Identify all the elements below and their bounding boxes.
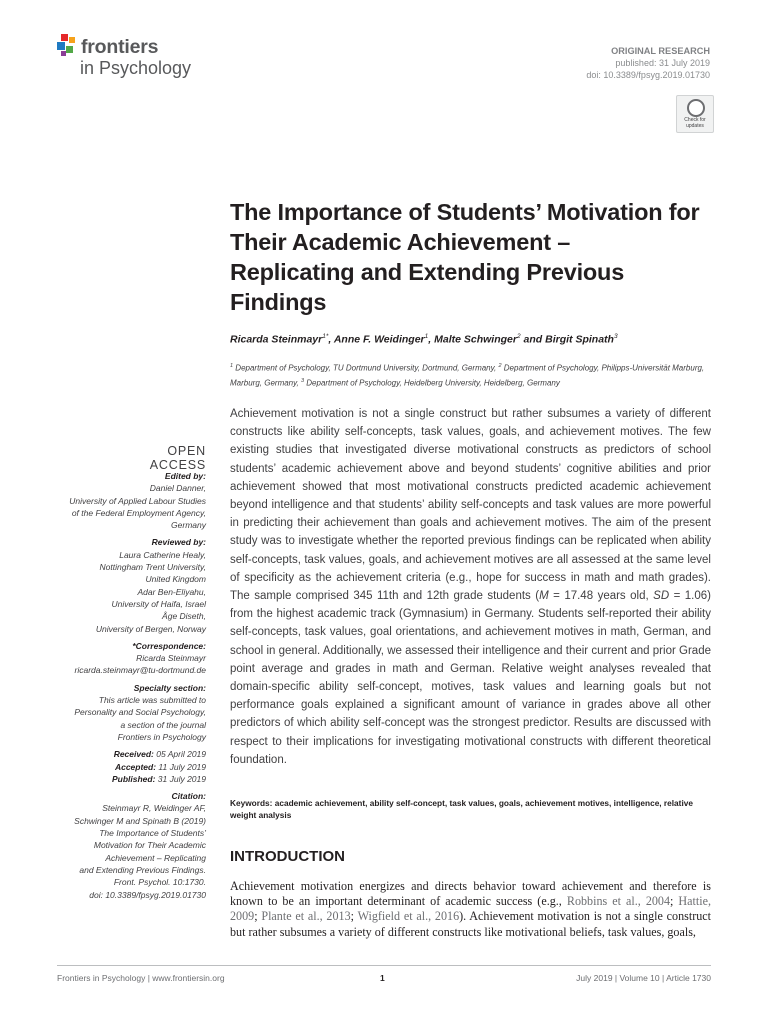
specialty-line: This article was submitted to <box>98 695 206 706</box>
article-sidebar <box>40 470 206 906</box>
reviewer-line: Nottingham Trent University, <box>99 562 206 573</box>
doi-link[interactable]: doi: 10.3389/fpsyg.2019.01730 <box>586 70 710 80</box>
date-label: Published: <box>111 773 156 784</box>
affiliation-text: Department of Psychology, TU Dortmund University, Dortmund, Germany, <box>233 363 499 373</box>
open-access-label: OPEN ACCESS <box>149 444 206 472</box>
abstract-text: = 17.48 years old, <box>548 590 654 603</box>
bookmark-icon <box>687 99 705 117</box>
body-text: ; <box>670 894 679 909</box>
author-affiliation-marker: 1 <box>424 333 429 340</box>
reviewer-line: United Kingdom <box>145 574 206 585</box>
body-text: Achievement motivation energizes and directs behavior toward achievement and therefore is known to be an important determinant of academic success (e.g., <box>230 879 711 909</box>
date-value: 05 April 2019 <box>153 749 206 760</box>
author-affiliation-marker: 3 <box>613 333 618 340</box>
edited-by-heading: Edited by: <box>164 471 206 481</box>
journal-logo <box>57 34 217 82</box>
logo-square-green <box>66 46 73 53</box>
citation-heading: Citation: <box>171 791 206 802</box>
editor-line: of the Federal Employment Agency, <box>71 507 206 518</box>
correspondence-name: Ricarda Steinmayr <box>136 653 206 664</box>
logo-square-purple <box>61 51 66 56</box>
edited-by-section <box>40 470 206 531</box>
abstract-text: = 1.06) from the highest academic track (Gymnasium) in Germany. Students self-reported their ability self-concepts, task values, goal orientations, and achievement motives in math, German, and school in general. Additionally, we assessed their intelligence and their current and prior Grade point average and grades in math and German. Relative weight analyses revealed that domain-specific ability self-concept, motives, task values and learning goals but not performance goals explained a significant amount of variance in grades above all other predictors of which ability self-concept was the strongest predictor. Results are discussed with respect to their implications for investigating motivational constructs with different theoretical foundation. <box>230 590 711 766</box>
page-number: 1 <box>380 973 385 983</box>
logo-square-blue <box>57 42 65 50</box>
reviewer-line: Adar Ben-Eliyahu, <box>137 586 206 597</box>
date-label: Received: <box>113 749 154 760</box>
citation-line: doi: 10.3389/fpsyg.2019.01730 <box>89 889 206 900</box>
affiliation-text: Department of Psychology, Philipps-Universität Marburg, Marburg, Germany, <box>230 363 705 388</box>
author-name[interactable]: Ricarda Steinmayr <box>230 333 323 346</box>
citation-link[interactable]: Wigfield et al., 2016 <box>357 909 460 924</box>
author-separator: , <box>428 333 435 346</box>
dates-section <box>40 748 206 785</box>
author-separator: , <box>328 333 334 346</box>
author-affiliation-marker: 2 <box>516 333 521 340</box>
frontiers-logo-icon <box>57 34 81 58</box>
specialty-section <box>40 682 206 743</box>
logo-square-orange <box>69 37 75 43</box>
reviewed-by-section <box>40 536 206 634</box>
introduction-paragraph <box>230 879 711 940</box>
citation-line: Motivation for Their Academic <box>93 840 206 851</box>
body-text: ; <box>350 909 358 924</box>
citation-line: Front. Psychol. 10:1730. <box>113 877 206 888</box>
check-updates-label: Check for updates <box>684 117 706 129</box>
footer-issue-info: July 2019 | Volume 10 | Article 1730 <box>576 973 711 983</box>
affiliations <box>230 360 710 389</box>
reviewer-line: University of Haifa, Israel <box>111 598 206 609</box>
reviewer-line: University of Bergen, Norway <box>95 623 206 634</box>
affiliation-marker: 1 <box>230 363 234 369</box>
footer-divider <box>57 965 711 966</box>
author-name[interactable]: Birgit Spinath <box>545 333 614 346</box>
specialty-line: Frontiers in Psychology <box>117 731 206 742</box>
footer-journal-link[interactable]: Frontiers in Psychology | www.frontiersin.org <box>57 973 225 983</box>
published-date: published: 31 July 2019 <box>615 58 710 68</box>
affiliation-marker: 3 <box>300 377 305 384</box>
article-type: ORIGINAL RESEARCH <box>611 46 710 56</box>
editor-line: University of Applied Labour Studies <box>69 495 206 506</box>
citation-line: and Extending Previous Findings. <box>79 864 206 875</box>
date-value: 11 July 2019 <box>156 761 206 772</box>
keywords: Keywords: academic achievement, ability self-concept, task values, goals, achievement motives, intelligence, relative weight analysis <box>230 798 693 820</box>
editor-line: Germany <box>171 520 206 531</box>
specialty-heading: Specialty section: <box>133 682 206 693</box>
reviewed-by-heading: Reviewed by: <box>151 537 206 548</box>
citation-link[interactable]: Hattie, 2009 <box>230 894 711 924</box>
logo-square-red <box>61 34 68 41</box>
author-name[interactable]: Malte Schwinger <box>434 333 517 346</box>
body-text: ; <box>254 909 262 924</box>
abstract <box>230 405 711 769</box>
stat-symbol-m: M <box>539 590 549 603</box>
journal-name: in Psychology <box>80 58 192 78</box>
specialty-line: Personality and Social Psychology, <box>74 707 206 718</box>
author-list <box>230 333 700 346</box>
brand-name: frontiers <box>81 36 159 58</box>
reviewer-line: Åge Diseth, <box>162 611 206 622</box>
article-title: The Importance of Students’ Motivation for Their Academic Achievement – Replicating and Extending Previous Findings <box>230 199 700 315</box>
citation-link[interactable]: Plante et al., 2013 <box>261 909 351 924</box>
body-text: ). Achievement motivation is not a single construct but rather subsumes a variety of different constructs like motivational beliefs, task values, goals, <box>230 909 711 939</box>
received-date <box>40 748 206 760</box>
citation-link[interactable]: Robbins et al., 2004 <box>566 894 671 909</box>
specialty-line: a section of the journal <box>120 719 206 730</box>
date-label: Accepted: <box>114 761 157 772</box>
accepted-date <box>40 761 206 773</box>
correspondence-email[interactable]: ricarda.steinmayr@tu-dortmund.de <box>74 665 206 676</box>
author-separator: and <box>520 333 546 346</box>
citation-line: Achievement – Replicating <box>105 852 206 863</box>
editor-line: Daniel Danner, <box>149 483 206 494</box>
correspondence-heading: *Correspondence: <box>132 640 206 651</box>
citation-section <box>40 790 206 901</box>
correspondence-section <box>40 640 206 677</box>
author-affiliation-marker: 1* <box>322 333 329 340</box>
reviewer-line: Laura Catherine Healy, <box>119 549 206 560</box>
article-meta <box>586 45 710 81</box>
citation-line: The Importance of Students’ <box>99 828 206 839</box>
check-for-updates-badge[interactable] <box>676 95 714 133</box>
date-value: 31 July 2019 <box>155 773 206 784</box>
section-heading-introduction: INTRODUCTION <box>230 848 345 865</box>
affiliation-text: Department of Psychology, Heidelberg University, Heidelberg, Germany <box>304 378 560 388</box>
author-name[interactable]: Anne F. Weidinger <box>333 333 425 346</box>
stat-symbol-sd: SD <box>653 590 670 603</box>
citation-line: Steinmayr R, Weidinger AF, <box>102 803 206 814</box>
citation-line: Schwinger M and Spinath B (2019) <box>74 815 206 826</box>
published-date-row <box>40 773 206 785</box>
abstract-text: Achievement motivation is not a single construct but rather subsumes a variety of different constructs like ability self-concepts, task values, goals, and achievement motives. The few existing studies that investigated diverse motivational constructs as predictors of school students’ academic achievement above and beyond students’ cognitive abilities and prior achievement showed that most motivational constructs predicted academic achievement beyond intelligence and that students’ ability self-concepts and task values are more powerful in predicting their achievement than goals and achievement motives. The aim of the present study was to investigate whether the reported previous findings can be replicated when ability self-concepts, task values, goals, and achievement motives are all assessed at the same level of specificity as the achievement criteria (e.g., hope for success in math and math grades). The sample comprised 345 11th and 12th grade students ( <box>230 408 711 603</box>
affiliation-marker: 2 <box>498 363 502 369</box>
